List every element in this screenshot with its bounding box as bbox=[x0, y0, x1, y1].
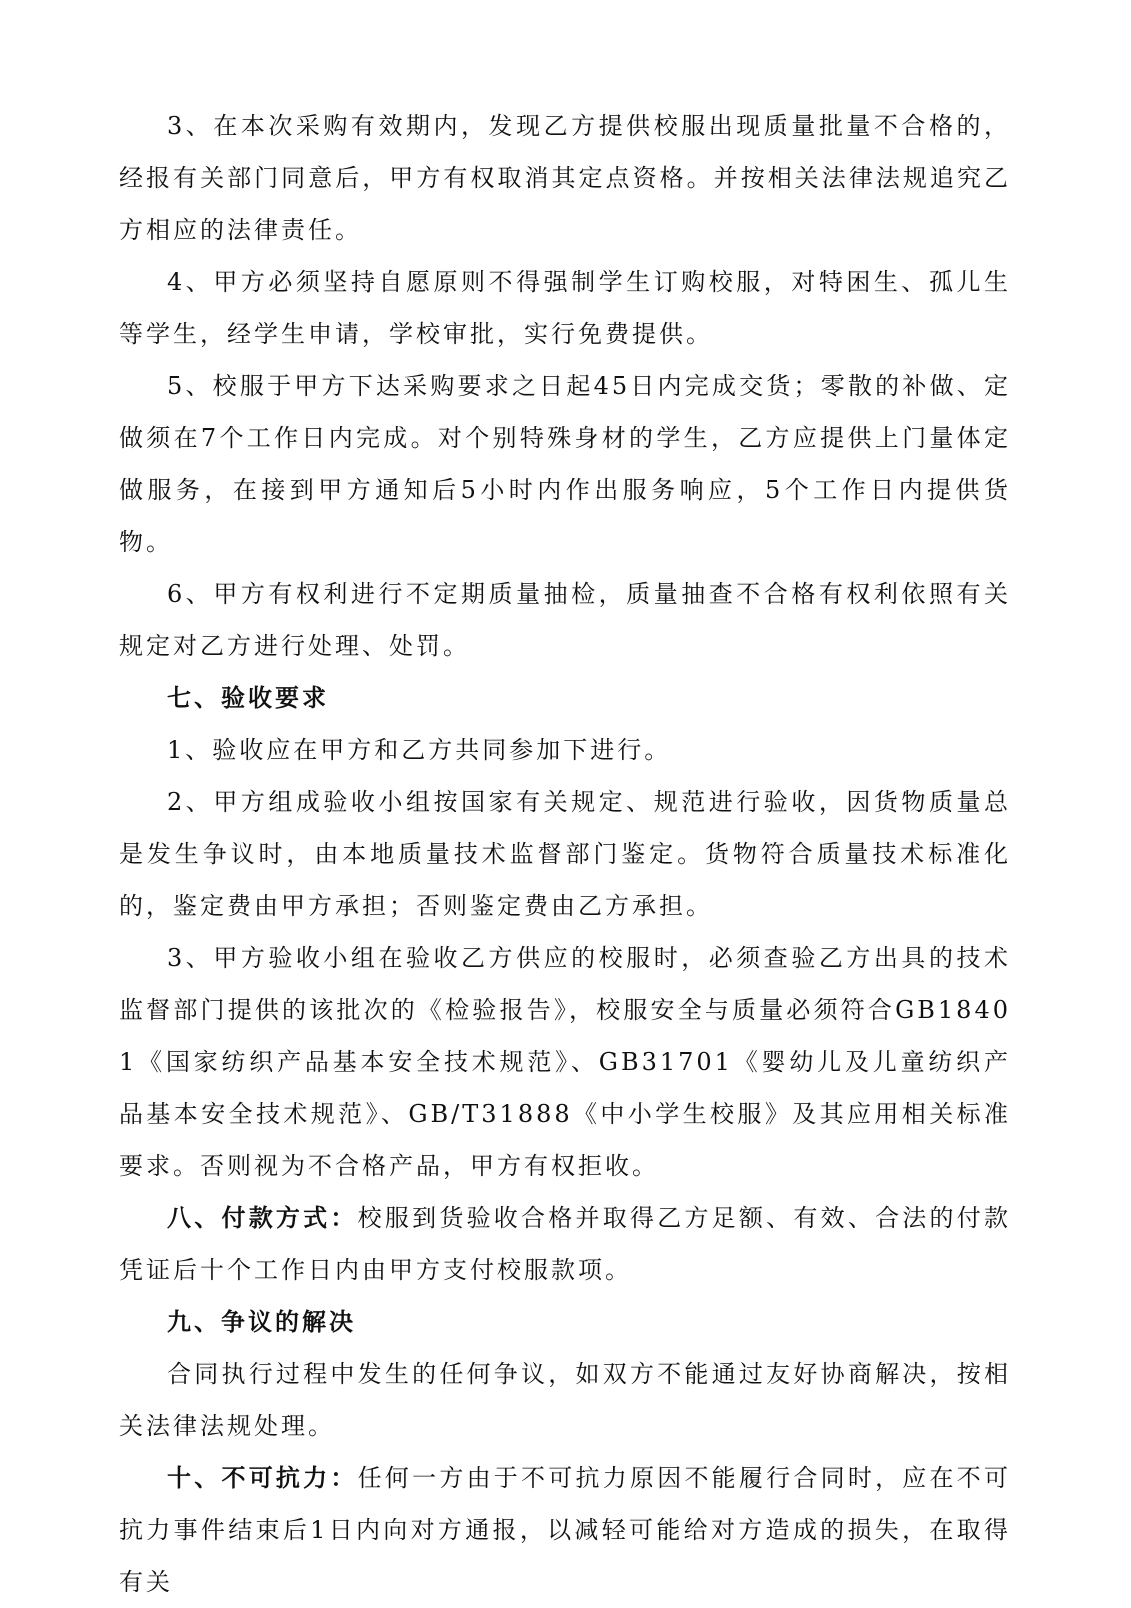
paragraph-item-6: 6、甲方有权利进行不定期质量抽检，质量抽查不合格有权利依照有关规定对乙方进行处理、处罚。 bbox=[119, 580, 1011, 660]
force-majeure-lead: 十、不可抗力： bbox=[167, 1463, 358, 1492]
paragraph-item-4: 4、甲方必须坚持自愿原则不得强制学生订购校服，对特困生、孤儿生等学生，经学生申请，学校审批，实行免费提供。 bbox=[119, 268, 1011, 348]
force-majeure-text: 任何一方由于不可抗力原因不能履行合同时，应在不可抗力事件结束后1日内向对方通报，以减轻可能给对方造成的损失，在取得有关 bbox=[119, 1464, 1012, 1596]
section-heading-acceptance: 七、验收要求 bbox=[167, 683, 329, 712]
acceptance-item-1: 1、验收应在甲方和乙方共同参加下进行。 bbox=[167, 736, 672, 764]
paragraph-item-5: 5、校服于甲方下达采购要求之日起45日内完成交货；零散的补做、定做须在7个工作日内完成。对个别特殊身材的学生，乙方应提供上门量体定做服务，在接到甲方通知后5小时内作出服务响应，5个工作日内提供货物。 bbox=[119, 372, 1011, 556]
payment-lead: 八、付款方式： bbox=[167, 1203, 358, 1232]
dispute-text: 合同执行过程中发生的任何争议，如双方不能通过友好协商解决，按相关法律法规处理。 bbox=[119, 1360, 1011, 1440]
paragraph-item-3: 3、在本次采购有效期内，发现乙方提供校服出现质量批量不合格的，经报有关部门同意后，甲方有权取消其定点资格。并按相关法律法规追究乙方相应的法律责任。 bbox=[119, 112, 1011, 244]
payment-paragraph bbox=[119, 1192, 1011, 1296]
acceptance-item-2: 2、甲方组成验收小组按国家有关规定、规范进行验收，因货物质量总是发生争议时，由本地质量技术监督部门鉴定。货物符合质量技术标准化的，鉴定费由甲方承担；否则鉴定费由乙方承担。 bbox=[119, 788, 1011, 920]
section-heading-dispute: 九、争议的解决 bbox=[167, 1307, 356, 1336]
document-page bbox=[119, 100, 1011, 1608]
force-majeure-paragraph bbox=[119, 1452, 1011, 1608]
acceptance-item-3: 3、甲方验收小组在验收乙方供应的校服时，必须查验乙方出具的技术监督部门提供的该批次的《检验报告》，校服安全与质量必须符合GB18401《国家纺织产品基本安全技术规范》、GB31701《婴幼儿及儿童纺织产品基本安全技术规范》、GB/T31888《中小学生校服》及其应用相关标准要求。否则视为不合格产品，甲方有权拒收。 bbox=[119, 944, 1011, 1180]
payment-text: 校服到货验收合格并取得乙方足额、有效、合法的付款凭证后十个工作日内由甲方支付校服款项。 bbox=[119, 1204, 1012, 1284]
